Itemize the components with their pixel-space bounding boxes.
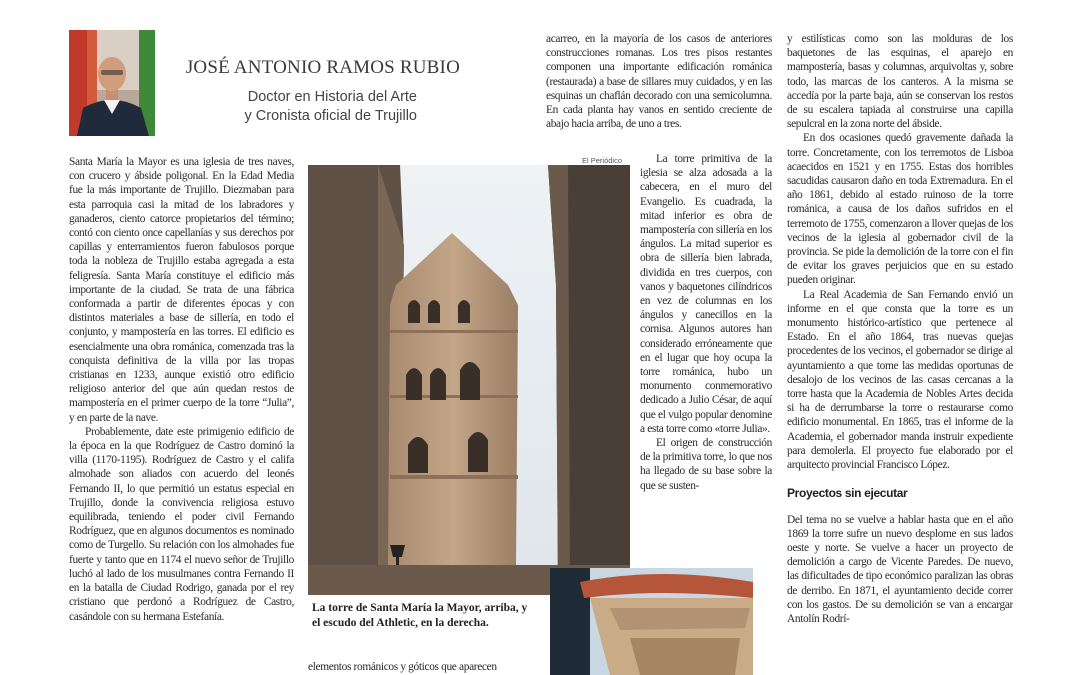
col1-paragraph-2: Probablemente, date este primigenio edificio de la época en la que Rodríguez de Castro dominó la villa (1170-1195). Rodríguez de Castro y el califa almohade son aliados con acuerdo del leonés Fernando II, lo que permitió un estatus especial en Trujillo, donde la convivencia religiosa estuvo equilibrada, teniendo el poder civil Fernando Rodríguez, que en algunos documentos es nominado como de Turgello. Su relación con los almohades fue fuerte y tanto que en 1174 el nuevo señor de Trujillo luchó al lado de los musulmanes contra Fernando II en la batalla de Ciudad Rodrigo, ganada por el rey cristiano que perdonó a Rodríguez de Castro, casándole con su hermana Estefanía. — [69, 425, 294, 623]
article-column-1 — [69, 155, 294, 675]
crest-photo — [550, 568, 753, 675]
author-name: JOSÉ ANTONIO RAMOS RUBIO — [185, 57, 460, 78]
col3-paragraph-2: La torre primitiva de la iglesia se alza adosada a la cabecera, en el muro del Evangelio. Es cuadrada, la mitad inferior es obra de mampostería con sillería en los ángulos. La mitad superior es obra de sillería bien labrada, dividida en tres cuerpos, con vanos y baquetones cilíndricos en vez de columnas en los ángulos y canecillos en la cornisa. Algunos autores han considerado erróneamente que en el lugar que hoy ocupa la torre románica, hubo un monumento conmemorativo dedicado a Julio César, de aquí que el vulgo popular denomine a esta torre como «torre Julia». — [640, 153, 772, 435]
col4-paragraph-3: La Real Academia de San Fernando envió un informe en el que consta que la torre es un monumento histórico-artístico que pertenece al Estado. En el año 1864, tras nuevas quejas procedentes de los vecinos, el gobernador se dirige al ayuntamiento a que tome las medidas oportunas de desalojo de los vecinos de las casas cercanas a la torre hasta que la Academia de Nobles Artes decida si ha de derrumbarse la torre o restaurarse como edificio monumental. En 1865, tras el informe de la Academia, el gobernador manda instruir expediente para demolerla. El proyecto fue elaborado por el arquitecto provincial Francisco López. — [787, 288, 1013, 472]
col1-paragraph-1: Santa María la Mayor es una iglesia de tres naves, con crucero y ábside poligonal. En la Edad Media fue la más importante de Trujillo. Diezmaban para esta parroquia casi la mitad de los labradores y ganaderos, ciento catorce propietarios del término; contó con ciento once capellanías y sus derechos por capillas y enterramientos fueron fabulosos porque toda la nobleza de Trujillo estaba agregada a esta feligresía. Santa María constituye el edificio más importante de la ciudad. Se trata de una fábrica conformada a partir de diferentes épocas y con distintos materiales a base de sillería, en todo el conjunto, y mampostería en las torres. El edificio es esencialmente una obra románica, comenzada tras la conquista definitiva de la villa por las tropas cristianas en 1233, aunque existió otro edificio religioso anterior del que aún quedan restos de mampostería en el primer cuerpo de la torre “Julia”, y en parte de la nave. — [69, 156, 294, 424]
col2-bottom-line: elementos románicos y góticos que aparecen — [308, 661, 497, 673]
author-role — [170, 88, 417, 126]
article-column-3 — [640, 152, 772, 567]
section-subheading: Proyectos sin ejecutar — [787, 486, 908, 501]
article-column-3-top — [546, 32, 772, 131]
col3-paragraph-3: El origen de construcción de la primitiva torre, lo que nos ha llegado de su base sobre la que se susten- — [640, 437, 772, 492]
col4-paragraph-2: En dos ocasiones quedó gravemente dañada la torre. Concretamente, con los terremotos de Lisboa acaecidos en 1521 y en 1755. Estas dos horribles sacudidas causaron daño en toda Extremadura. En el año 1861, debido al estado ruinoso de la torre románica, a causa de los daños sufridos en el terremoto de 1755, comenzaron a llover quejas de los vecinos de la iglesia al gobernador civil de la provincia. Se pide la demolición de la torre con el fin de evitar los graves perjuicios que en su estado pueden originar. — [787, 132, 1013, 287]
author-role-line-2: y Cronista oficial de Trujillo — [244, 108, 417, 124]
author-portrait — [69, 30, 155, 136]
author-role-line-1: Doctor en Historia del Arte — [247, 89, 417, 105]
tower-photo — [308, 165, 630, 595]
author-photo-graphic — [69, 30, 155, 136]
article-column-4 — [787, 32, 1013, 675]
col4-paragraph-4: Del tema no se vuelve a hablar hasta que en el año 1869 la torre sufre un nuevo desplome en sus lados oeste y norte. Se vuelve a hacer un proyecto de demolición a cargo de Vicente Paredes. De nuevo, las dificultades de tipo económico paralizan las obras de derribo. En 1871, el ayuntamiento decide correr con los gastos. De su demolición se van a encargar Antolín Rodrí- — [787, 513, 1013, 625]
tower-photo-graphic — [308, 165, 630, 595]
crest-photo-graphic — [550, 568, 753, 675]
col3-paragraph-1: acarreo, en la mayoría de los casos de anteriores construcciones romanas. Los tres pisos restantes componen una importante edificación románica (restaurada) a base de sillares muy cuidados, y en las esquinas un chaflán decorado con una semicolumna. En cada planta hay vanos en sentido creciente de abajo hacia arriba, de uno a tres. — [546, 33, 772, 131]
photo-credit: El Periódico — [582, 156, 623, 165]
photo-caption: La torre de Santa María la Mayor, arriba, y el escudo del Athletic, en la derecha. — [312, 602, 528, 629]
col4-paragraph-1: y estilísticas como son las molduras de los baquetones de las esquinas, el aparejo en mampostería, basas y columnas, arquivoltas y, sobre todo, las marcas de los canteros. A la misma se accedía por la parte baja, aún se conservan los restos de su escalera tapiada al construirse una capilla sepulcral en la zona norte del ábside. — [787, 33, 1013, 131]
